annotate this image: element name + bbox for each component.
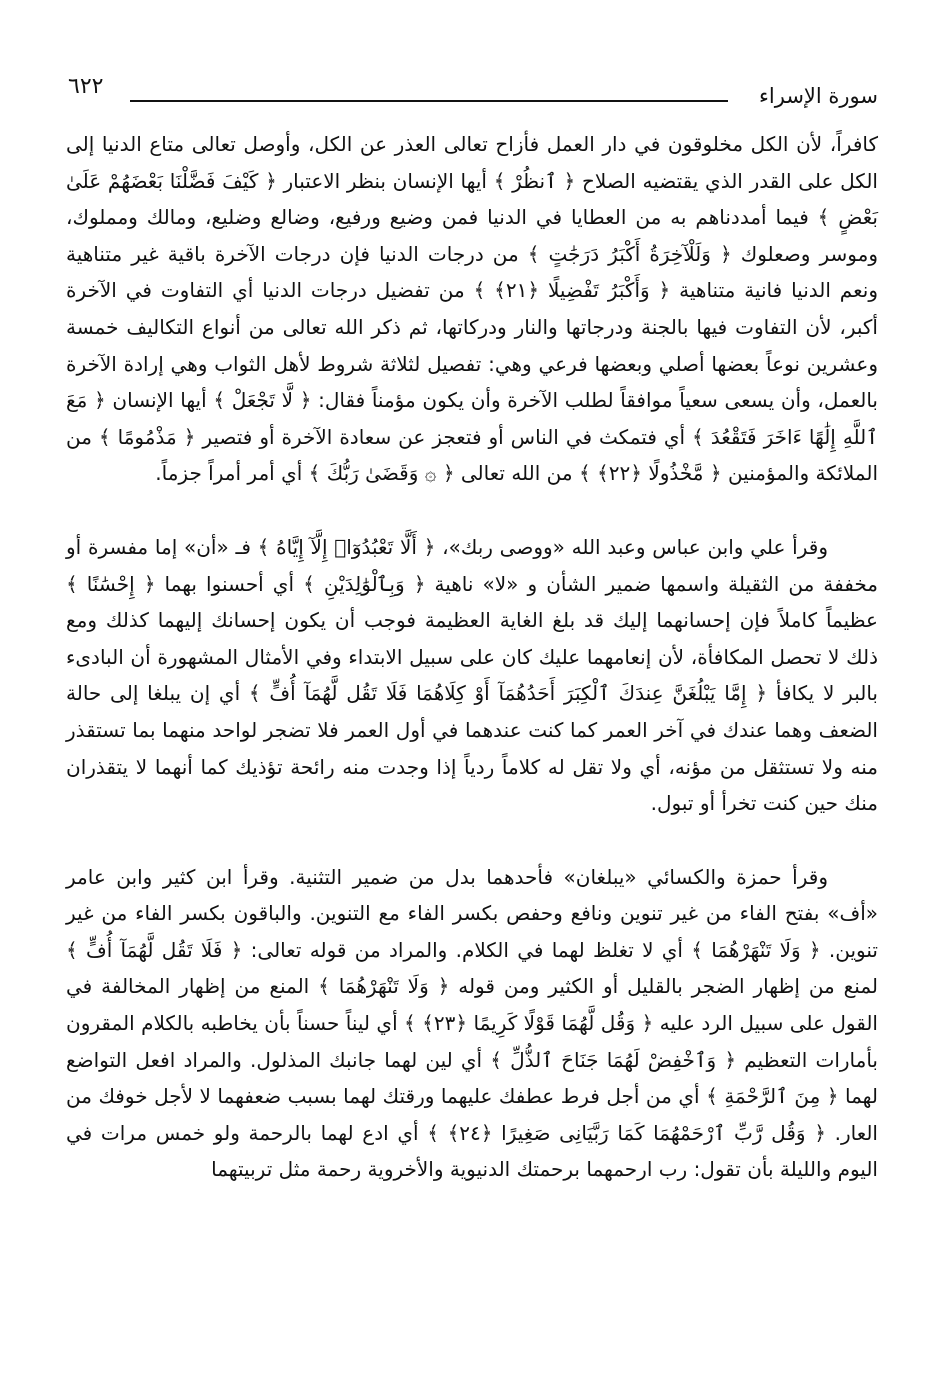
paragraph-1: كافراً، لأن الكل مخلوقون في دار العمل فأزاح تعالى العذر عن الكل، وأوصل تعالى متاع الدنيا إلى الكل على القدر الذي يقتضيه الصلاح ﴿ ٱنظُرْ ﴾ أيها الإنسان بنظر الاعتبار ﴿ كَيْفَ فَضَّلْنَا بَعْضَهُمْ عَلَىٰ بَعْضٍ ﴾ فيما أمددناهم به من العطايا في الدنيا فمن وضيع ورفيع، وضالع وضليع، ومالك ومملوك، وموسر وصعلوك ﴿ وَلَلْآخِرَةُ أَكْبَرُ دَرَجَٰتٍ ﴾ من درجات الدنيا فإن درجات الآخرة باقية غير متناهية ونعم الدنيا فانية متناهية ﴿ وَأَكْبَرُ تَفْضِيلًا ﴿٢١﴾ ﴾ من تفضيل درجات الدنيا أي التفاوت في الآخرة أكبر، لأن التفاوت فيها بالجنة ودرجاتها والنار ودركاتها، ثم ذكر الله تعالى من أنواع التكاليف خمسة وعشرين نوعاً بعضها أصلي وبعضها فرعي وهي: تفصيل لثلاثة شروط لأهل الثواب وهي إرادة الآخرة بالعمل، وأن يسعى سعياً موافقاً لطلب الآخرة وأن يكون مؤمناً فقال: ﴿ لَّا تَجْعَلْ ﴾ أيها الإنسان ﴿ مَعَ ٱللَّهِ إِلَٰهًا ءَاخَرَ فَتَقْعُدَ ﴾ أي فتمكث في الناس أو فتعجز عن سعادة الآخرة أو فتصير ﴿ مَذْمُومًا ﴾ من الملائكة والمؤمنين ﴿ مَّخْذُولًا ﴿٢٢﴾ ﴾ من الله تعالى ﴿ ۞ وَقَضَىٰ رَبُّكَ ﴾ أي أمر أمراً جزماً.	[66, 132, 878, 486]
page-body	[66, 126, 878, 1188]
surah-title: سورة الإسراء	[759, 84, 878, 108]
header-divider	[130, 100, 728, 102]
paragraph-3: وقرأ حمزة والكسائي «يبلغان» فأحدهما بدل من ضمير التثنية. وقرأ ابن كثير وابن عامر «أف» بفتح الفاء من غير تنوين ونافع وحفص بكسر الفاء مع التنوين. والباقون بكسر الفاء من غير تنوين. ﴿ وَلَا تَنْهَرْهُمَا ﴾ أي لا تغلظ لهما في الكلام. والمراد من قوله تعالى: ﴿ فَلَا تَقُل لَّهُمَآ أُفٍّ ﴾ لمنع من إظهار الضجر بالقليل أو الكثير ومن قوله ﴿ وَلَا تَنْهَرْهُمَا ﴾ المنع من إظهار المخالفة في القول على سبيل الرد عليه ﴿ وَقُل لَّهُمَا قَوْلًا كَرِيمًا ﴿٢٣﴾ ﴾ أي ليناً حسناً بأن يخاطبه بالكلام المقرون بأمارات التعظيم ﴿ وَٱخْفِضْ لَهُمَا جَنَاحَ ٱلذُّلِّ ﴾ أي لين لهما جانبك المذلول. والمراد افعل التواضع لهما ﴿ مِنَ ٱلرَّحْمَةِ ﴾ أي من أجل فرط عطفك عليهما ورقتك لهما بسبب ضعفهما لا لأجل خوفك من العار. ﴿ وَقُل رَّبِّ ٱرْحَمْهُمَا كَمَا رَبَّيَانِى صَغِيرًا ﴿٢٤﴾ ﴾ أي ادع لهما بالرحمة ولو خمس مرات في اليوم والليلة بأن تقول: رب ارحمهما برحمتك الدنيوية والأخروية رحمة مثل تربيتهما	[66, 864, 878, 1182]
page-number: ٦٢٢	[68, 74, 104, 99]
page-header	[68, 70, 878, 114]
paragraph-2: وقرأ علي وابن عباس وعبد الله «ووصى ربك»، ﴿ أَلَّا تَعْبُدُوٓا۟ إِلَّآ إِيَّاهُ ﴾ فـ «أن» إما مفسرة أو مخففة من الثقيلة واسمها ضمير الشأن و «لا» ناهية ﴿ وَبِٱلْوَٰلِدَيْنِ ﴾ أي أحسنوا بهما ﴿ إِحْسَٰنًا ﴾ عظيماً كاملاً فإن إحسانهما إليك قد بلغ الغاية العظيمة فوجب أن يكون إحسانك إليهما كذلك ومع ذلك لا تحصل المكافأة، لأن إنعامهما عليك كان على سبيل الابتداء وفي الأمثال المشهورة أن البادىء بالبر لا يكافأ ﴿ إِمَّا يَبْلُغَنَّ عِندَكَ ٱلْكِبَرَ أَحَدُهُمَآ أَوْ كِلَاهُمَا فَلَا تَقُل لَّهُمَآ أُفٍّ ﴾ أي إن يبلغا إلى حالة الضعف وهما عندك في آخر العمر كما كنت عندهما في أول العمر فلا تضجر لواحد منهما بما تستقذر منه ولا تستثقل من مؤنه، أي ولا تقل له كلاماً ردياً إذا وجدت منه رائحة تؤذيك كما أنهما لا يتقذران منك حين كنت تخرأ أو تبول.	[66, 534, 878, 816]
